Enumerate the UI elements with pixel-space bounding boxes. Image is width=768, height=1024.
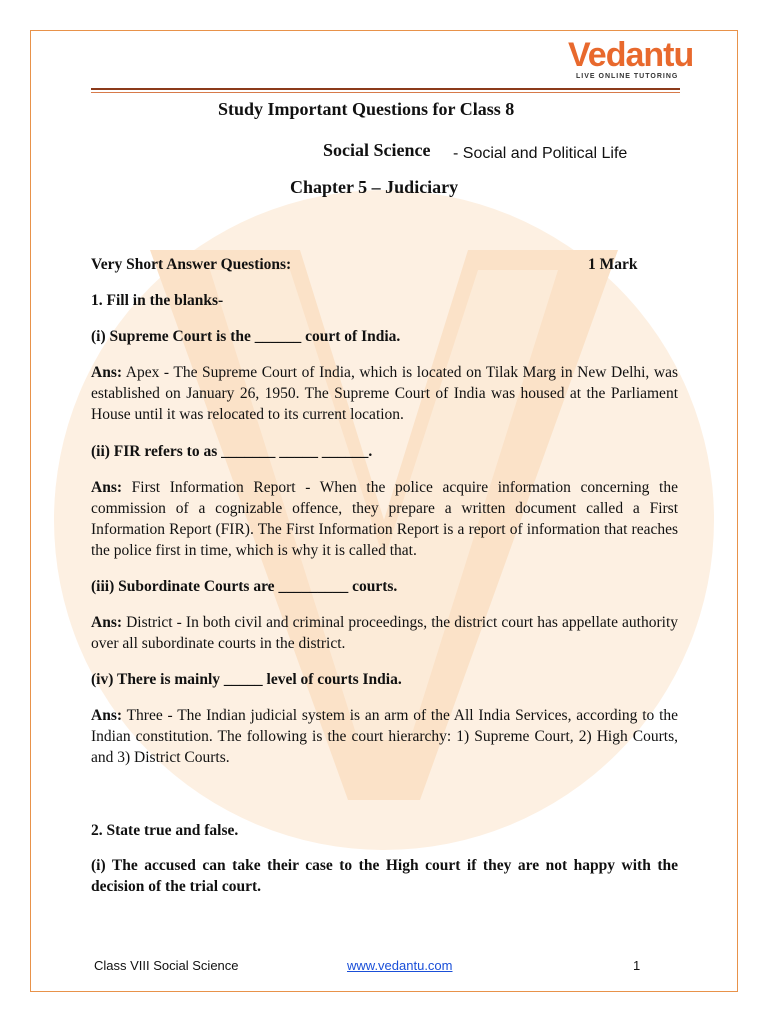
answer-item	[91, 612, 678, 654]
marks-label: 1 Mark	[588, 256, 638, 273]
subject-subtitle: - Social and Political Life	[453, 145, 628, 162]
answer-item	[91, 362, 678, 425]
logo-tagline: LIVE ONLINE TUTORING	[576, 73, 679, 80]
question-item: (iii) Subordinate Courts are _________ courts.	[91, 578, 398, 595]
footer-website-link[interactable]: www.vedantu.com	[347, 958, 453, 973]
footer-class-label: Class VIII Social Science	[94, 958, 239, 973]
logo-wordmark: Vedantu	[568, 36, 694, 74]
answer-item	[91, 477, 678, 561]
question-group-heading: 2. State true and false.	[91, 822, 239, 839]
question-item: (ii) FIR refers to as _______ _____ ______.	[91, 443, 373, 460]
vedantu-logo	[560, 36, 694, 84]
question-item: (i) Supreme Court is the ______ court of India.	[91, 328, 401, 345]
section-heading-text: Very Short Answer Questions:	[91, 256, 292, 273]
answer-label: Ans:	[91, 614, 123, 631]
page-title: Study Important Questions for Class 8	[218, 99, 515, 119]
page-number: 1	[633, 958, 641, 973]
answer-text: First Information Report - When the police acquire information concerning the commission of a cognizable offence, they prepare a written document called a First Information Report (FIR). The First Information Report is a report of information that reaches the police first in time, which is why it is called that.	[91, 479, 678, 559]
header-rule-thin	[91, 92, 680, 93]
answer-label: Ans:	[91, 364, 123, 381]
answer-label: Ans:	[91, 479, 123, 496]
answer-text: Apex - The Supreme Court of India, which is located on Tilak Marg in New Delhi, was established on January 26, 1950. The Supreme Court of India was housed at the Parliament House until it was relocated to its current location.	[91, 364, 678, 423]
question-item: (i) The accused can take their case to the High court if they are not happy with the decision of the trial court.	[91, 857, 678, 895]
answer-text: Three - The Indian judicial system is an arm of the All India Services, according to the Indian constitution. The following is the court hierarchy: 1) Supreme Court, 2) High Courts, and 3) District Courts.	[91, 707, 679, 766]
subject-title: Social Science	[323, 140, 431, 160]
chapter-title: Chapter 5 – Judiciary	[290, 177, 459, 197]
answer-text: District - In both civil and criminal proceedings, the district court has appellate authority over all subordinate courts in the district.	[91, 614, 679, 652]
header-rule	[91, 88, 680, 90]
question-item: (iv) There is mainly _____ level of courts India.	[91, 671, 402, 688]
section-heading	[91, 254, 678, 275]
answer-label: Ans:	[91, 707, 123, 724]
question-group-heading: 1. Fill in the blanks-	[91, 292, 224, 309]
answer-item	[91, 705, 678, 768]
